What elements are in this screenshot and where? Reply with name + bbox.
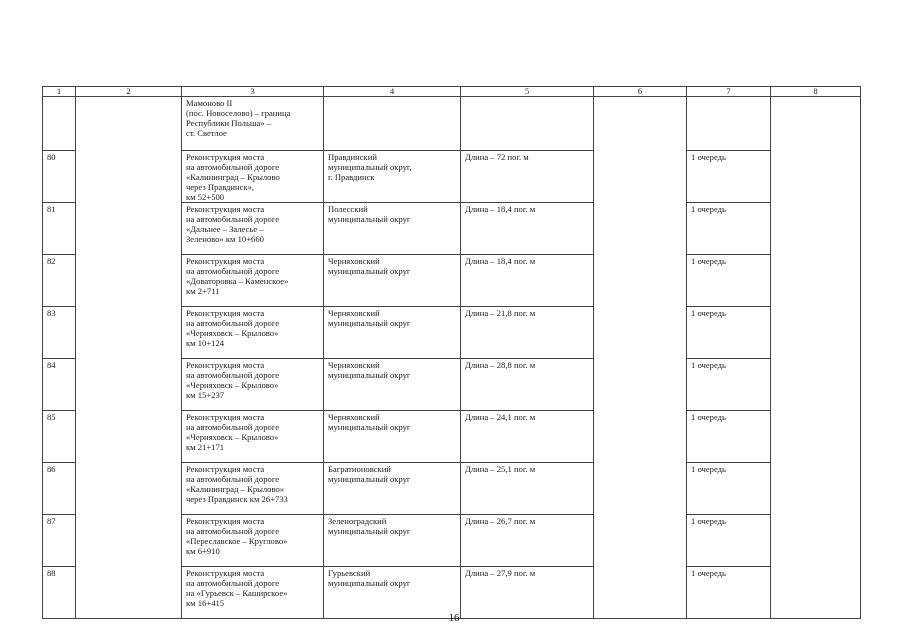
location-line: муниципальный округ xyxy=(328,474,411,484)
table-row xyxy=(43,359,861,411)
object-name-line: Реконструкция моста xyxy=(186,152,265,162)
stage-cell: 1 очередь xyxy=(687,151,771,203)
location-line: муниципальный округ xyxy=(328,318,411,328)
object-name-line: «Переславское – Круглово» xyxy=(186,536,288,546)
page-number: 16 xyxy=(448,612,460,624)
column-6-cell xyxy=(594,463,687,515)
object-name-cell xyxy=(182,567,324,619)
column-8-cell xyxy=(771,97,861,151)
stage-cell: 1 очередь xyxy=(687,411,771,463)
object-name-line: через Правдинск км 26+733 xyxy=(186,494,288,504)
object-name-cell xyxy=(182,151,324,203)
location-cell xyxy=(324,307,461,359)
column-number: 5 xyxy=(461,87,594,97)
object-name-line: на автомобильной дороге xyxy=(186,318,280,328)
location-line: Черняховский xyxy=(328,412,380,422)
object-name-line: км 6+910 xyxy=(186,546,220,556)
location-cell xyxy=(324,515,461,567)
row-number-cell: 88 xyxy=(43,567,76,619)
row-number-cell: 85 xyxy=(43,411,76,463)
parameters-cell: Длина – 21,8 пог. м xyxy=(461,307,594,359)
location-line: Багратионовский xyxy=(328,464,391,474)
location-line: г. Правдинск xyxy=(328,172,375,182)
column-6-cell xyxy=(594,97,687,151)
parameters-cell: Длина – 72 пог. м xyxy=(461,151,594,203)
column-8-cell xyxy=(771,463,861,515)
object-name-line: на автомобильной дороге xyxy=(186,214,280,224)
location-line: Черняховский xyxy=(328,308,380,318)
column-6-cell xyxy=(594,307,687,359)
continuation-row xyxy=(43,97,861,151)
object-name-line: км 15+237 xyxy=(186,390,225,400)
parameters-cell xyxy=(461,97,594,151)
object-name-line: км 21+171 xyxy=(186,442,225,452)
location-line: муниципальный округ xyxy=(328,266,411,276)
row-number-cell: 81 xyxy=(43,203,76,255)
table-row xyxy=(43,463,861,515)
column-number: 6 xyxy=(594,87,687,97)
object-name-line: «Черняховск – Крылово» xyxy=(186,380,279,390)
row-number-cell: 80 xyxy=(43,151,76,203)
column-6-cell xyxy=(594,255,687,307)
location-line: Гурьевский xyxy=(328,568,371,578)
object-name-line: «Калининград – Крылово xyxy=(186,172,280,182)
object-name-cell xyxy=(182,97,324,151)
location-cell xyxy=(324,151,461,203)
location-line: муниципальный округ, xyxy=(328,162,412,172)
location-line: муниципальный округ xyxy=(328,578,411,588)
object-name-line: км 2+711 xyxy=(186,286,220,296)
column-number: 7 xyxy=(687,87,771,97)
parameters-cell: Длина – 25,1 пог. м xyxy=(461,463,594,515)
object-name-line: Реконструкция моста xyxy=(186,516,265,526)
location-line: Правдинский xyxy=(328,152,377,162)
object-name-line: на автомобильной дороге xyxy=(186,266,280,276)
column-6-cell xyxy=(594,359,687,411)
column-number: 1 xyxy=(43,87,76,97)
object-name-line: Реконструкция моста xyxy=(186,568,265,578)
object-name-line: «Черняховск – Крылово» xyxy=(186,328,279,338)
table-row xyxy=(43,567,861,619)
table-row xyxy=(43,307,861,359)
column-2-cell xyxy=(76,307,182,359)
row-number-cell xyxy=(43,97,76,151)
object-name-line: км 16+415 xyxy=(186,598,225,608)
column-number: 4 xyxy=(324,87,461,97)
parameters-cell: Длина – 18,4 пог. м xyxy=(461,203,594,255)
row-number-cell: 86 xyxy=(43,463,76,515)
object-name-line: Зеленово» км 10+660 xyxy=(186,234,264,244)
object-name-line: «Доваторовка – Каменское» xyxy=(186,276,289,286)
table-row xyxy=(43,203,861,255)
object-name-line: км 52+500 xyxy=(186,192,225,202)
object-name-cell xyxy=(182,411,324,463)
column-6-cell xyxy=(594,515,687,567)
table-row xyxy=(43,151,861,203)
location-line: Черняховский xyxy=(328,256,380,266)
table-body xyxy=(43,87,861,619)
object-name-line: на автомобильной дороге xyxy=(186,370,280,380)
location-cell xyxy=(324,97,461,151)
stage-cell: 1 очередь xyxy=(687,567,771,619)
location-line: муниципальный округ xyxy=(328,526,411,536)
column-2-cell xyxy=(76,97,182,151)
object-name-line: на автомобильной дороге xyxy=(186,578,280,588)
column-2-cell xyxy=(76,203,182,255)
column-2-cell xyxy=(76,151,182,203)
column-number: 3 xyxy=(182,87,324,97)
column-2-cell xyxy=(76,359,182,411)
column-number: 2 xyxy=(76,87,182,97)
table-row xyxy=(43,515,861,567)
location-line: Зеленоградский xyxy=(328,516,387,526)
object-name-cell xyxy=(182,203,324,255)
parameters-cell: Длина – 26,7 пог. м xyxy=(461,515,594,567)
column-6-cell xyxy=(594,151,687,203)
column-number: 8 xyxy=(771,87,861,97)
object-name-line: км 10+124 xyxy=(186,338,225,348)
column-6-cell xyxy=(594,203,687,255)
object-name-line: Реконструкция моста xyxy=(186,412,265,422)
object-name-line: Реконструкция моста xyxy=(186,308,265,318)
object-name-line: Реконструкция моста xyxy=(186,464,265,474)
parameters-cell: Длина – 24,1 пог. м xyxy=(461,411,594,463)
location-cell xyxy=(324,203,461,255)
object-name-line: Мамоново II xyxy=(186,98,233,108)
row-number-cell: 82 xyxy=(43,255,76,307)
objects-table xyxy=(42,86,861,619)
column-6-cell xyxy=(594,567,687,619)
table-row xyxy=(43,255,861,307)
column-8-cell xyxy=(771,359,861,411)
parameters-cell: Длина – 27,9 пог. м xyxy=(461,567,594,619)
register-sheet xyxy=(42,86,860,619)
row-number-cell: 83 xyxy=(43,307,76,359)
object-name-cell xyxy=(182,255,324,307)
object-name-cell xyxy=(182,359,324,411)
row-number-cell: 87 xyxy=(43,515,76,567)
object-name-line: «Черняховск – Крылово» xyxy=(186,432,279,442)
object-name-line: «Калининград – Крылово» xyxy=(186,484,285,494)
location-line: муниципальный округ xyxy=(328,214,411,224)
table-row xyxy=(43,411,861,463)
column-8-cell xyxy=(771,255,861,307)
object-name-line: через Правдинск», xyxy=(186,182,255,192)
location-line: Полесский xyxy=(328,204,368,214)
object-name-cell xyxy=(182,515,324,567)
column-2-cell xyxy=(76,411,182,463)
object-name-line: на «Гурьевск – Каширское» xyxy=(186,588,288,598)
location-cell xyxy=(324,463,461,515)
column-2-cell xyxy=(76,567,182,619)
object-name-line: на автомобильной дороге xyxy=(186,474,280,484)
object-name-line: (пос. Новоселово) – граница xyxy=(186,108,291,118)
parameters-cell: Длина – 18,4 пог. м xyxy=(461,255,594,307)
location-line: муниципальный округ xyxy=(328,422,411,432)
column-6-cell xyxy=(594,411,687,463)
location-line: муниципальный округ xyxy=(328,370,411,380)
stage-cell: 1 очередь xyxy=(687,203,771,255)
row-number-cell: 84 xyxy=(43,359,76,411)
column-2-cell xyxy=(76,255,182,307)
column-8-cell xyxy=(771,307,861,359)
object-name-line: на автомобильной дороге xyxy=(186,422,280,432)
column-8-cell xyxy=(771,151,861,203)
parameters-cell: Длина – 28,8 пог. м xyxy=(461,359,594,411)
stage-cell xyxy=(687,97,771,151)
location-cell xyxy=(324,255,461,307)
column-8-cell xyxy=(771,411,861,463)
object-name-line: ст. Светлое xyxy=(186,128,227,138)
location-line: Черняховский xyxy=(328,360,380,370)
object-name-line: «Дальнее – Залесье – xyxy=(186,224,264,234)
stage-cell: 1 очередь xyxy=(687,463,771,515)
location-cell xyxy=(324,567,461,619)
object-name-line: Республики Польша» – xyxy=(186,118,272,128)
column-8-cell xyxy=(771,515,861,567)
object-name-line: на автомобильной дороге xyxy=(186,162,280,172)
stage-cell: 1 очередь xyxy=(687,359,771,411)
stage-cell: 1 очередь xyxy=(687,307,771,359)
object-name-cell xyxy=(182,307,324,359)
object-name-line: Реконструкция моста xyxy=(186,204,265,214)
stage-cell: 1 очередь xyxy=(687,515,771,567)
location-cell xyxy=(324,411,461,463)
object-name-line: на автомобильной дороге xyxy=(186,526,280,536)
location-cell xyxy=(324,359,461,411)
object-name-cell xyxy=(182,463,324,515)
object-name-line: Реконструкция моста xyxy=(186,360,265,370)
column-2-cell xyxy=(76,515,182,567)
stage-cell: 1 очередь xyxy=(687,255,771,307)
object-name-line: Реконструкция моста xyxy=(186,256,265,266)
column-2-cell xyxy=(76,463,182,515)
column-8-cell xyxy=(771,567,861,619)
column-number-row xyxy=(43,87,861,97)
column-8-cell xyxy=(771,203,861,255)
